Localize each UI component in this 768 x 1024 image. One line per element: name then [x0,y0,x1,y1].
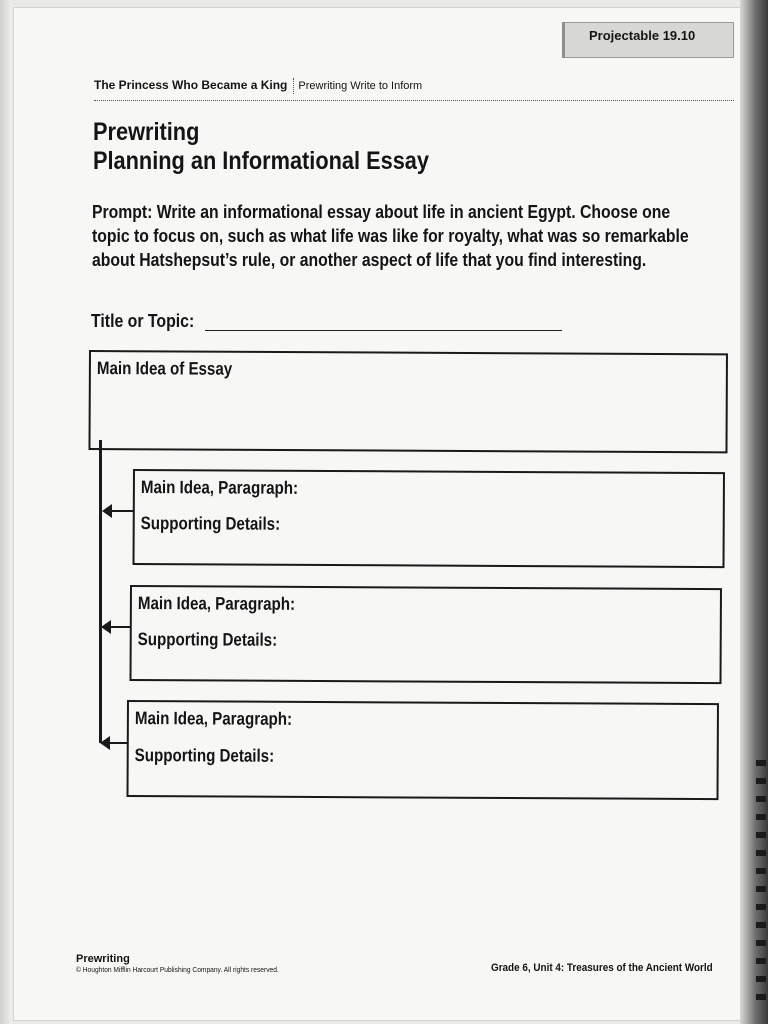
page-header [94,76,734,101]
paragraph-main-idea-label: Main Idea, Paragraph: [137,593,296,614]
header-subsection: Write to Inform [350,80,423,92]
connector-line [99,440,102,743]
paragraph-main-idea-label: Main Idea, Paragraph: [140,477,299,498]
arrow-left-icon [103,626,131,628]
supporting-details-label: Supporting Details: [134,745,275,766]
essay-prompt: Prompt: Write an informational essay about life in ancient Egypt. Choose one topic to focus on, such as what life was like for royalty, what was so remarkable about Hatshepsut’s rule, or another aspect of life that you find interesting. [92,202,689,270]
binding-edge [0,0,12,1024]
title-topic-field[interactable] [205,330,562,331]
arrow-left-icon [104,510,134,512]
spiral-binding [756,760,766,1010]
paragraph-box-1[interactable] [132,469,724,568]
copyright-notice: © Houghton Mifflin Harcourt Publishing Company. All rights reserved. [76,967,279,974]
title-line-2: Planning an Informational Essay [93,147,429,175]
paragraph-main-idea-label: Main Idea, Paragraph: [134,708,293,729]
supporting-details-label: Supporting Details: [140,513,281,534]
main-idea-box[interactable] [88,350,728,453]
arrow-left-icon [102,742,128,744]
title-line-1: Prewriting [93,118,200,146]
paragraph-box-2[interactable] [129,585,721,684]
footer-section-title: Prewriting [76,953,130,965]
projectable-badge: Projectable 19.10 [562,22,734,58]
paragraph-box-3[interactable] [126,700,718,800]
header-section: Prewriting [298,80,348,92]
title-topic-label: Title or Topic: [91,311,195,331]
footer-left [76,953,289,977]
header-divider [293,78,294,94]
story-title: The Princess Who Became a King [94,78,288,92]
main-idea-label: Main Idea of Essay [96,358,233,379]
supporting-details-label: Supporting Details: [137,629,278,650]
footer-grade-unit: Grade 6, Unit 4: Treasures of the Ancient World [491,962,713,974]
page-title [93,118,429,176]
